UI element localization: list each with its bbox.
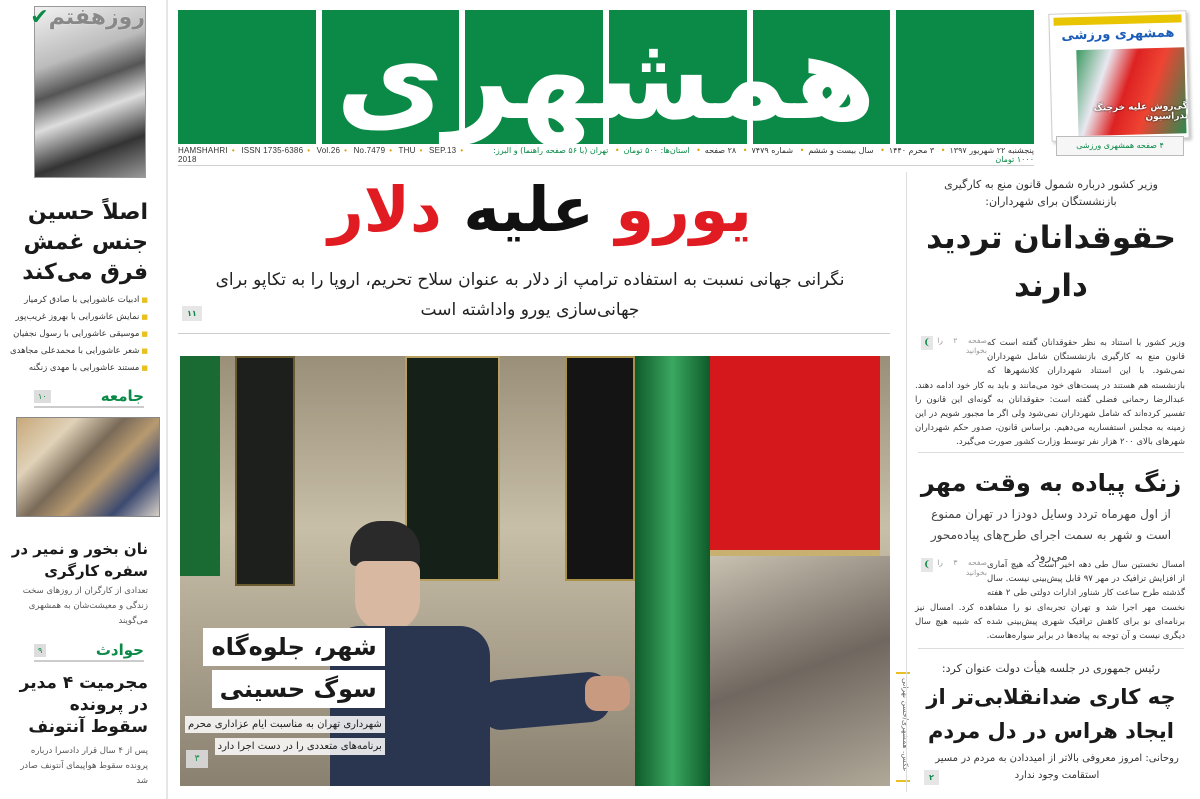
see-page-text: صفحه ۳ را بخوانید <box>937 558 987 577</box>
photo-subtext-line: برنامه‌های متعددی را در دست اجرا دارد <box>215 738 385 755</box>
incidents-headline[interactable]: مجرمیت ۴ مدیر در پرونده سقوط آنتونف <box>19 673 148 737</box>
list-item: ■ شعر عاشورایی با محمدعلی مجاهدی <box>10 343 148 360</box>
jurists-article <box>915 336 1185 450</box>
info-item: سال بیست و ششم <box>808 145 874 155</box>
list-item: ■ مستند عاشورایی با مهدی زنگنه <box>10 360 148 377</box>
page-number-badge[interactable]: ۲ <box>924 770 939 785</box>
black-banner <box>235 356 295 586</box>
interior-minister-kicker: وزیر کشور درباره شمول قانون منع به کارگیری بازنشستگان برای شهرداران: <box>944 178 1158 208</box>
info-item: ۲۸ صفحه <box>704 145 737 155</box>
article-body: امسال نخستین سال طی دهه اخیر است که هیچ آماری از افزایش ترافیک در مهر ۹۷ قابل پیش‌بینی نیست. سال گذشته طرح ساعت کار شناور ادارات دولتی طی ۲ هفته نخست مهر اجرا شد و تهران تجربه‌ای نو را مشاهده کرد. امسال نیز برنامه‌ای نو برای کاهش ترافیک شهری پیش‌بینی شده که شبیه هیچ سال دیگری نیست و آن توجه به پیاده‌ها در برابر سواره‌هاست. <box>915 560 1186 642</box>
info-item: تهران (با ۵۶ صفحه راهنما) و البرز: ۱۰۰۰ تومان <box>493 145 1034 164</box>
muharram-bazaar-photo[interactable] <box>180 356 890 786</box>
info-item: پنجشنبه ۲۲ شهریور ۱۳۹۷ <box>949 145 1034 155</box>
sports-cover <box>1048 10 1189 142</box>
photo-headline-line: سوگ حسینی <box>212 670 385 708</box>
left-bullet-list <box>10 292 148 377</box>
society-summary: تعدادی از کارگران از روزهای سخت زندگی و معیشت‌شان به همشهری می‌گویند <box>22 586 148 626</box>
logo-block <box>178 10 316 144</box>
column-divider <box>906 172 907 792</box>
workers-meal-photo <box>16 417 160 517</box>
issue-info-bar <box>178 144 1034 166</box>
photo-subtext-line: شهرداری تهران به مناسبت ایام عزاداری محرم <box>185 716 385 733</box>
divider <box>178 333 890 334</box>
info-item: THU <box>398 145 416 155</box>
weekly-supplement-title: روزهفتم✔ <box>30 5 145 30</box>
article-body: وزیر کشور با استناد به نظر حقوقدانان گفته است که قانون منع به کارگیری بازنشستگان شامل شهرداران نمی‌شود. با این استناد شهرداران کلانشهرها که بازنشسته هم هستند در پست‌های خود می‌مانند و باید به کار خود ادامه دهند. عبدالرضا رحمانی فضلی گفته است: حقوقدانان به گونه‌ای این قانون را تفسیر کرده‌اند که شامل شهرداران نمی‌شود ولی اگر ما مجبور شویم در این زمینه به مجلس استفساریه می‌دهیم. براساس قانون، صدور حکم شهرداران شهرهای بالای ۲۰۰ هزار نفر توسط وزارت کشور صورت می‌گیرد. <box>915 338 1185 448</box>
list-item: ■ موسیقی عاشورایی با رسول نجفیان <box>10 326 148 343</box>
section-header-incidents[interactable] <box>34 640 144 662</box>
list-item: ■ نمایش عاشورایی با بهروز غریب‌پور <box>10 309 148 326</box>
main-headline[interactable] <box>300 170 780 250</box>
logo-block <box>465 10 603 144</box>
section-name: حوادث <box>95 641 144 659</box>
man-cap <box>350 521 420 566</box>
issue-info-persian: پنجشنبه ۲۲ شهریور ۱۳۹۷• ۳ محرم ۱۴۴۰• سال بیست و ششم• شماره ۷۴۷۹• ۲۸ صفحه• استان‌ها: ۵۰۰ تومان• تهران (با ۵۶ صفحه راهنما) و البرز: ۱۰۰۰ تومان <box>493 145 1034 164</box>
photo-caption <box>185 628 385 756</box>
pedestrian-article <box>915 558 1185 643</box>
page-ref-icon: ❨ <box>921 558 933 572</box>
headline-word: یورو <box>615 173 752 246</box>
logo-block <box>609 10 747 144</box>
issue-info-english: HAMSHAHRI • ISSN 1735-6386 • Vol.26 • No.7479 • THU • SEP.13 • 2018 <box>178 145 464 164</box>
society-headline[interactable]: نان بخور و نمیر در سفره کارگری <box>11 540 148 580</box>
incidents-summary: پس از ۴ سال قرار دادسرا درباره پرونده سقوط هواپیمای آنتونف صادر شد <box>20 746 148 786</box>
info-item: Vol.26 <box>316 145 341 155</box>
ornate-cloth <box>710 556 890 786</box>
page-number-badge[interactable]: ۳ <box>186 750 208 768</box>
photo-credit <box>896 672 910 782</box>
info-item: No.7479 <box>353 145 386 155</box>
left-headline[interactable]: اصلاً حسین جنس غمش فرق می‌کند <box>22 200 148 285</box>
list-item: ■ ادبیات عاشورایی با صادق کرمیار <box>10 292 148 309</box>
see-page-text: صفحه ۲ را بخوانید <box>937 336 987 355</box>
info-item: شماره ۷۴۷۹ <box>751 145 794 155</box>
divider <box>918 648 1184 649</box>
see-page-link[interactable] <box>921 336 987 370</box>
headline-word: علیه <box>463 173 594 246</box>
green-flag <box>635 356 710 786</box>
divider <box>918 452 1184 453</box>
info-item: HAMSHAHRI <box>178 145 228 155</box>
info-item: ۳ محرم ۱۴۴۰ <box>888 145 935 155</box>
page-number-badge: ۹ <box>34 644 46 657</box>
page-number-badge[interactable]: ۱۱ <box>182 306 202 321</box>
sports-cover-caption: گی‌روش علیه خرچنگ ندراسیون <box>1093 101 1189 123</box>
counterrevolutionary-headline[interactable]: چه کاری ضدانقلابی‌تر از ایجاد هراس در دل مردم <box>926 685 1176 743</box>
green-banner <box>180 356 220 576</box>
info-item: استان‌ها: ۵۰۰ تومان <box>623 145 690 155</box>
logo-block <box>753 10 891 144</box>
man-face <box>355 561 420 631</box>
sports-supplement-thumbnail[interactable] <box>1044 8 1196 158</box>
red-flag <box>710 356 880 556</box>
see-page-link[interactable] <box>921 558 987 592</box>
weekly-supplement-thumbnail[interactable] <box>30 5 146 178</box>
rouhani-subheadline: روحانی: امروز معروفی بالاتر از امیددادن به مردم در مسیر استقامت وجود ندارد <box>935 753 1179 781</box>
logo-block <box>322 10 460 144</box>
jurists-headline[interactable]: حقوقدانان تردید دارند <box>926 220 1176 304</box>
pedestrian-headline[interactable]: زنگ پیاده به وقت مهر <box>920 469 1182 497</box>
info-item: ISSN 1735-6386 <box>241 145 304 155</box>
black-banner <box>565 356 635 581</box>
headline-word: دلار <box>328 173 442 246</box>
section-name: جامعه <box>100 387 144 405</box>
section-header-society[interactable] <box>34 386 144 408</box>
photo-headline-line: شهر، جلوه‌گاه <box>203 628 384 666</box>
pedestrian-subheadline: از اول مهرماه تردد وسایل دودزا در تهران ممنوع است و شهر به سمت اجرای طرح‌های پیاده‌محور می‌رود <box>930 507 1172 563</box>
man-hand <box>585 676 630 711</box>
page-ref-icon: ❨ <box>921 336 933 350</box>
cover-topbar <box>1053 14 1181 25</box>
main-subheadline: نگرانی جهانی نسبت به استفاده ترامپ از دلار به عنوان سلاح تحریم، اروپا را به تکاپو برای جهانی‌سازی یورو واداشته است <box>215 270 845 320</box>
info-item: SEP.13 <box>429 145 457 155</box>
sports-paper-name: همشهری ورزشی <box>1061 25 1175 44</box>
newspaper-name: همشهری <box>335 8 877 146</box>
info-item: 2018 <box>178 154 197 164</box>
sports-supplement-label: ۴ صفحه همشهری ورزشی <box>1056 136 1184 156</box>
checkmark-icon: ✔ <box>30 5 49 30</box>
page-number-badge: ۱۰ <box>34 390 51 403</box>
president-kicker: رئیس جمهوری در جلسه هیأت دولت عنوان کرد: <box>941 662 1161 675</box>
logo-block <box>896 10 1034 144</box>
masthead-logo[interactable] <box>178 10 1034 144</box>
